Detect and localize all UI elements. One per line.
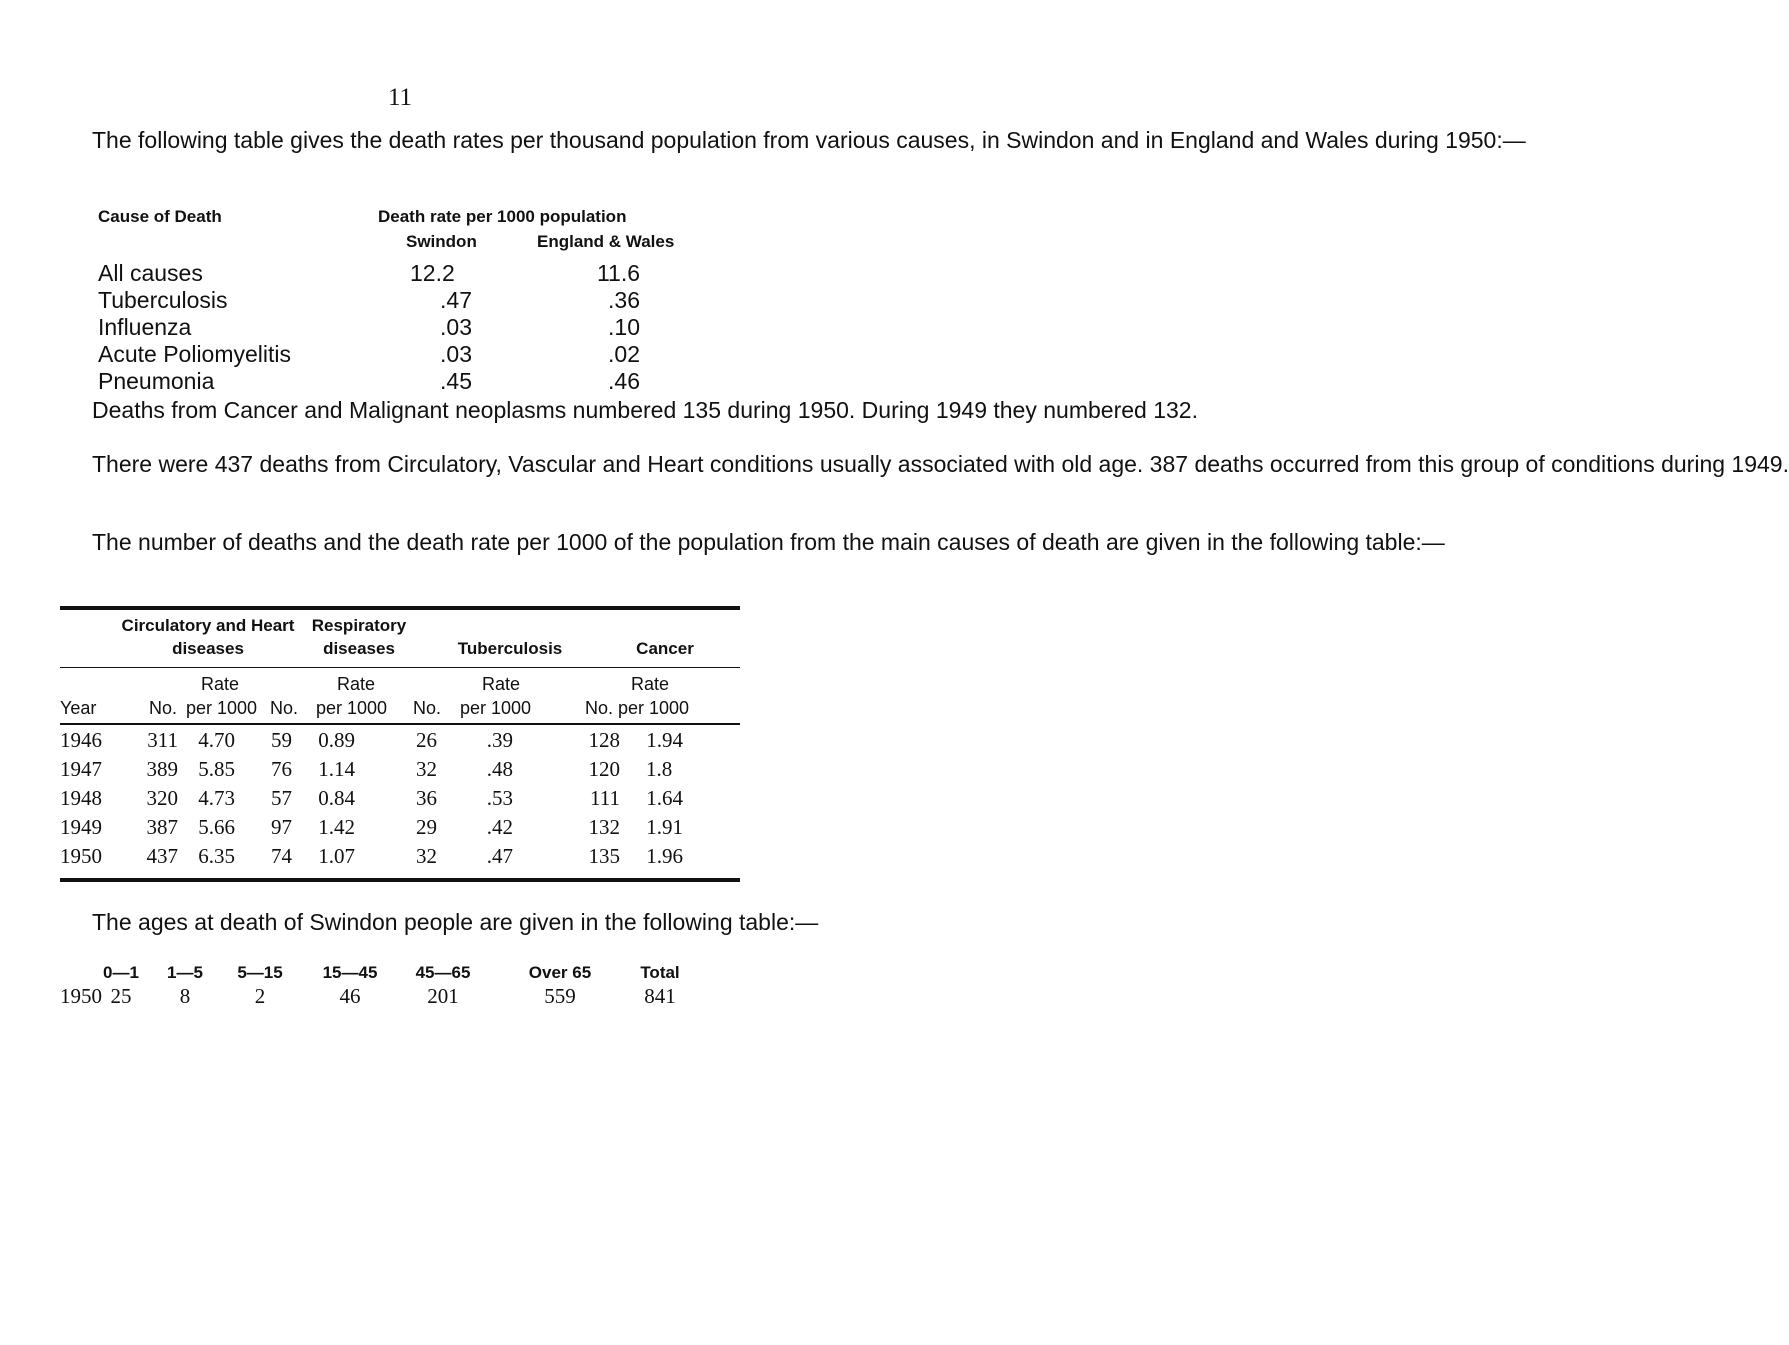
cancer-rate: 1.64 [646, 786, 683, 810]
cause-label: All causes [98, 260, 203, 286]
year-cell: 1950 [60, 984, 102, 1008]
cancer-no: 111 [590, 786, 620, 810]
year-label: Year [60, 698, 97, 718]
cancer-no: 135 [588, 844, 620, 868]
swindon-rate: .45 [440, 368, 472, 394]
respiratory-no: 59 [271, 728, 292, 752]
no-label: No. [270, 698, 299, 718]
no-label: No. [149, 698, 178, 718]
per-1000-label: per 1000 [460, 698, 532, 718]
swindon-rate: .47 [440, 287, 472, 313]
year-cell: 1946 [60, 728, 102, 752]
circulatory-no: 320 [146, 786, 178, 810]
ages-intro-text: The ages at death of Swindon people are given in the following table:— [92, 909, 819, 935]
age-count: 201 [427, 984, 459, 1008]
respiratory-rate: 1.14 [318, 757, 355, 781]
tb-no: 26 [416, 728, 437, 752]
cancer-paragraph [60, 397, 1198, 423]
circulatory-rate: 5.66 [198, 815, 235, 839]
year-cell: 1948 [60, 786, 102, 810]
cancer-text: Deaths from Cancer and Malignant neoplasms numbered 135 during 1950. During 1949 they numbered 132. [92, 397, 1198, 423]
rate-label: Rate [200, 674, 240, 694]
cancer-no: 120 [588, 757, 620, 781]
intro-text: The following table gives the death rates per thousand population from various causes, in Swindon and in England and Wales during 1950:— [92, 127, 1526, 153]
age-count: 8 [179, 984, 191, 1008]
respiratory-no: 74 [271, 844, 292, 868]
age-band-header: 45—65 [415, 963, 471, 982]
tb-rate: .39 [486, 728, 513, 752]
england-rate: .36 [608, 287, 640, 313]
cancer-no: 128 [588, 728, 620, 752]
respiratory-no: 57 [271, 786, 292, 810]
circulatory-rate: 6.35 [198, 844, 235, 868]
england-rate: .46 [608, 368, 640, 394]
age-band-header: 15—45 [322, 963, 378, 982]
age-count: 559 [544, 984, 576, 1008]
england-rate: .10 [608, 314, 640, 340]
cause-label: Tuberculosis [98, 287, 228, 313]
respiratory-rate: 0.84 [318, 786, 355, 810]
cancer-rate: 1.91 [646, 815, 683, 839]
year-cell: 1947 [60, 757, 102, 781]
cancer-no: 132 [588, 815, 620, 839]
rate-header: Death rate per 1000 population [378, 207, 627, 226]
tb-no: 32 [416, 844, 437, 868]
intro-paragraph [60, 127, 1526, 153]
circulatory-rate: 5.85 [198, 757, 235, 781]
age-count: 2 [254, 984, 266, 1008]
rate-label: Rate [481, 674, 521, 694]
tb-rate: .42 [486, 815, 513, 839]
circulatory-no: 389 [146, 757, 178, 781]
swindon-rate: 12.2 [410, 260, 455, 286]
swindon-rate: .03 [440, 341, 472, 367]
circulatory-text: There were 437 deaths from Circulatory, Vascular and Heart conditions usually associated with old age. 387 deaths occurred from this group of conditions during 1949. [92, 451, 1789, 477]
circulatory-rate: 4.73 [198, 786, 235, 810]
tb-rate: .53 [486, 786, 513, 810]
no-label: No. [413, 698, 442, 718]
respiratory-rate: 1.07 [318, 844, 355, 868]
cause-label: Pneumonia [98, 368, 215, 394]
cancer-rate: 1.8 [646, 757, 673, 781]
respiratory-no: 76 [271, 757, 292, 781]
subheader-divider [60, 723, 740, 725]
cancer-rate: 1.96 [646, 844, 683, 868]
total-header: Total [640, 963, 680, 982]
age-band-header: Over 65 [528, 963, 592, 982]
tb-no: 36 [416, 786, 437, 810]
age-count: 46 [339, 984, 361, 1008]
age-band-header: 5—15 [237, 963, 283, 982]
circulatory-rate: 4.70 [198, 728, 235, 752]
cause-header: Cause of Death [98, 207, 222, 226]
age-band-header: 1—5 [167, 963, 203, 982]
table-top-rule [60, 606, 740, 610]
circulatory-no: 387 [146, 815, 178, 839]
respiratory-rate: 1.42 [318, 815, 355, 839]
rate-label: Rate [630, 674, 670, 694]
cancer-rate: 1.94 [646, 728, 683, 752]
rate-label: Rate [336, 674, 376, 694]
table2-intro-text: The number of deaths and the death rate per 1000 of the population from the main causes of death are given in the following table:— [92, 529, 1445, 555]
year-cell: 1950 [60, 844, 102, 868]
england-wales-header: England & Wales [537, 232, 675, 251]
respiratory-no: 97 [271, 815, 292, 839]
tb-rate: .47 [486, 844, 513, 868]
cause-label: Influenza [98, 314, 192, 340]
group-header: Cancer [636, 639, 694, 658]
group-header: Tuberculosis [457, 639, 563, 658]
tb-rate: .48 [486, 757, 513, 781]
england-rate: 11.6 [596, 260, 640, 286]
group-header: Respiratory diseases [311, 616, 407, 658]
age-count: 25 [110, 984, 132, 1008]
swindon-header: Swindon [406, 232, 477, 251]
header-divider [60, 667, 740, 668]
swindon-rate: .03 [440, 314, 472, 340]
table2-intro-paragraph [60, 529, 1445, 555]
page-number: 11 [387, 84, 413, 111]
circulatory-no: 437 [146, 844, 178, 868]
table-bottom-rule [60, 878, 740, 882]
year-cell: 1949 [60, 815, 102, 839]
per-1000-label: per 1000 [186, 698, 258, 718]
respiratory-rate: 0.89 [318, 728, 355, 752]
total-count: 841 [644, 984, 676, 1008]
tb-no: 29 [416, 815, 437, 839]
england-rate: .02 [608, 341, 640, 367]
circulatory-no: 311 [147, 728, 178, 752]
per-1000-label: per 1000 [316, 698, 388, 718]
ages-intro-paragraph [60, 909, 819, 935]
cancer-sub-label: No. per 1000 [585, 698, 690, 718]
tb-no: 32 [416, 757, 437, 781]
age-band-header: 0—1 [103, 963, 139, 982]
circulatory-paragraph [60, 451, 1789, 477]
cause-label: Acute Poliomyelitis [98, 341, 292, 367]
group-header: Circulatory and Heart diseases [121, 616, 295, 658]
